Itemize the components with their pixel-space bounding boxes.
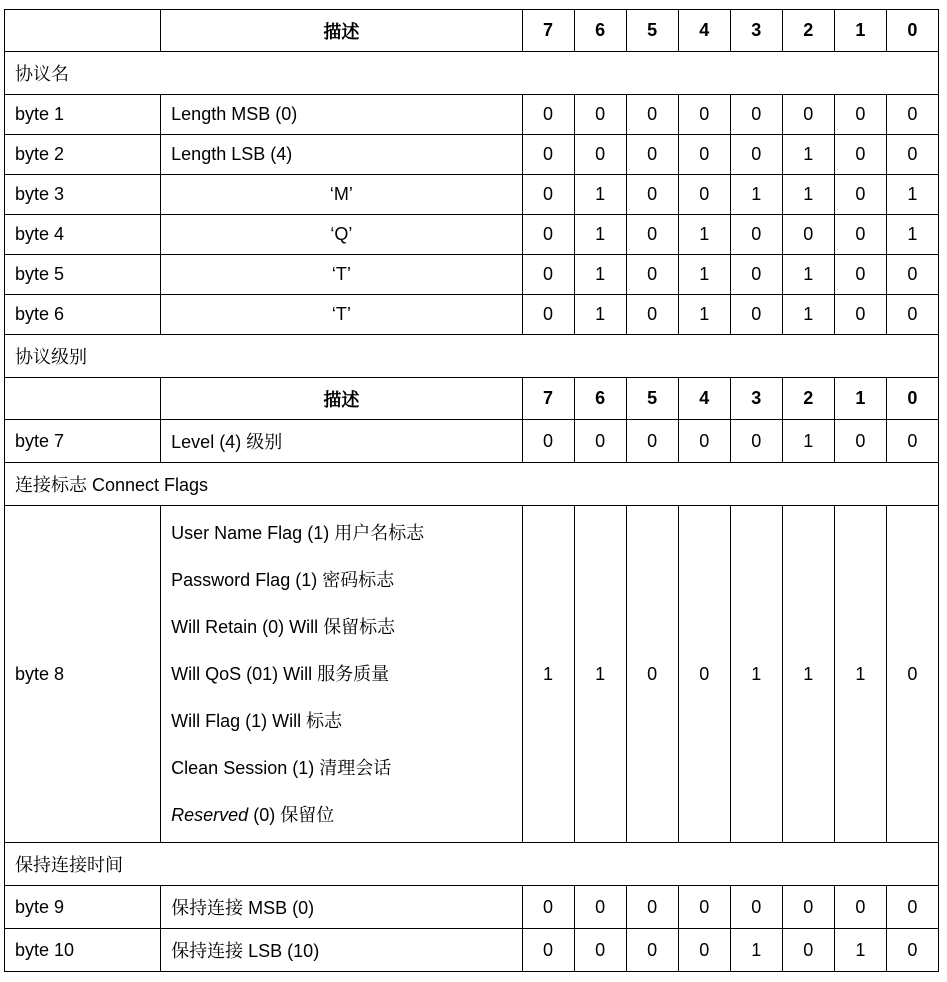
section-row-protocol-name xyxy=(5,52,939,95)
bit-cell: 1 xyxy=(782,255,834,295)
bit-cell: 0 xyxy=(678,506,730,843)
bit-cell: 1 xyxy=(574,255,626,295)
byte-desc: Length LSB (4) xyxy=(161,135,522,175)
byte-desc: ‘T’ xyxy=(161,255,522,295)
bit-cell: 0 xyxy=(834,175,886,215)
byte-label: byte 9 xyxy=(5,886,161,929)
bit-cell: 0 xyxy=(626,506,678,843)
bit-cell: 0 xyxy=(522,295,574,335)
bit-cell: 1 xyxy=(678,255,730,295)
header-bit-5: 5 xyxy=(626,378,678,420)
bit-cell: 0 xyxy=(626,255,678,295)
header-bit-0: 0 xyxy=(886,378,938,420)
byte-label: byte 10 xyxy=(5,929,161,972)
section-title-protocol-name: 协议名 xyxy=(5,52,939,95)
bit-cell: 1 xyxy=(678,215,730,255)
bit-cell: 1 xyxy=(574,295,626,335)
header-bit-3: 3 xyxy=(730,378,782,420)
bit-cell: 0 xyxy=(574,135,626,175)
flag-line-will-flag: Will Flag (1) Will 标志 xyxy=(171,710,343,731)
byte-desc: 保持连接 LSB (10) xyxy=(161,929,522,972)
byte-label: byte 7 xyxy=(5,420,161,463)
bit-cell: 1 xyxy=(782,295,834,335)
bit-cell: 1 xyxy=(782,135,834,175)
bit-cell: 0 xyxy=(678,135,730,175)
header-bit-2: 2 xyxy=(782,10,834,52)
bit-cell: 0 xyxy=(678,886,730,929)
section-row-connect-flags xyxy=(5,463,939,506)
bit-cell: 1 xyxy=(574,506,626,843)
table-row xyxy=(5,929,939,972)
bit-cell: 0 xyxy=(782,215,834,255)
byte-label: byte 6 xyxy=(5,295,161,335)
flag-line-password: Password Flag (1) 密码标志 xyxy=(171,569,395,590)
header-bit-4: 4 xyxy=(678,10,730,52)
header-bit-7: 7 xyxy=(522,378,574,420)
bit-cell: 1 xyxy=(886,215,938,255)
section-row-keep-alive xyxy=(5,843,939,886)
header-bit-5: 5 xyxy=(626,10,678,52)
bit-cell: 0 xyxy=(626,929,678,972)
header-bit-2: 2 xyxy=(782,378,834,420)
table-row xyxy=(5,420,939,463)
bit-cell: 0 xyxy=(886,929,938,972)
byte-label: byte 4 xyxy=(5,215,161,255)
reserved-word: Reserved xyxy=(171,804,249,825)
bit-cell: 0 xyxy=(574,420,626,463)
flag-line-will-qos: Will QoS (01) Will 服务质量 xyxy=(171,663,390,684)
bit-cell: 1 xyxy=(574,215,626,255)
header-bit-3: 3 xyxy=(730,10,782,52)
reserved-rest: (0) 保留位 xyxy=(248,804,335,825)
bit-cell: 0 xyxy=(886,295,938,335)
bit-cell: 1 xyxy=(522,506,574,843)
header-row xyxy=(5,378,939,420)
bit-cell: 1 xyxy=(782,420,834,463)
bit-cell: 0 xyxy=(626,420,678,463)
bit-cell: 1 xyxy=(730,929,782,972)
bit-cell: 0 xyxy=(522,255,574,295)
section-title-connect-flags: 连接标志 Connect Flags xyxy=(5,463,939,506)
byte-desc: Level (4) 级别 xyxy=(161,420,522,463)
flag-line-will-retain: Will Retain (0) Will 保留标志 xyxy=(171,616,396,637)
header-desc-cell: 描述 xyxy=(161,378,522,420)
bit-cell: 0 xyxy=(626,215,678,255)
table-row xyxy=(5,886,939,929)
bit-cell: 0 xyxy=(574,95,626,135)
header-bit-6: 6 xyxy=(574,378,626,420)
header-bit-0: 0 xyxy=(886,10,938,52)
bit-cell: 0 xyxy=(522,135,574,175)
bit-cell: 0 xyxy=(782,929,834,972)
bit-cell: 0 xyxy=(574,886,626,929)
header-bit-1: 1 xyxy=(834,378,886,420)
bit-cell: 0 xyxy=(626,295,678,335)
bit-cell: 0 xyxy=(678,95,730,135)
bit-cell: 0 xyxy=(574,929,626,972)
bit-cell: 0 xyxy=(730,95,782,135)
bit-cell: 0 xyxy=(886,506,938,843)
bit-cell: 0 xyxy=(886,886,938,929)
byte-label: byte 3 xyxy=(5,175,161,215)
bit-cell: 0 xyxy=(522,215,574,255)
table-row-connect-flags xyxy=(5,506,939,843)
bit-cell: 0 xyxy=(678,929,730,972)
bit-cell: 0 xyxy=(626,95,678,135)
table-row xyxy=(5,135,939,175)
bit-cell: 0 xyxy=(730,215,782,255)
bit-cell: 0 xyxy=(834,255,886,295)
bit-cell: 1 xyxy=(730,175,782,215)
bit-cell: 0 xyxy=(730,295,782,335)
bit-cell: 0 xyxy=(730,135,782,175)
mqtt-connect-variable-header-table xyxy=(4,9,939,972)
header-bit-7: 7 xyxy=(522,10,574,52)
header-byte-cell xyxy=(5,10,161,52)
byte-desc: ‘T’ xyxy=(161,295,522,335)
bit-cell: 0 xyxy=(886,420,938,463)
bit-cell: 0 xyxy=(886,135,938,175)
byte-label: byte 2 xyxy=(5,135,161,175)
bit-cell: 1 xyxy=(678,295,730,335)
bit-cell: 0 xyxy=(834,295,886,335)
bit-cell: 1 xyxy=(886,175,938,215)
bit-cell: 0 xyxy=(834,135,886,175)
header-bit-1: 1 xyxy=(834,10,886,52)
flag-line-user-name: User Name Flag (1) 用户名标志 xyxy=(171,522,425,543)
bit-cell: 0 xyxy=(834,886,886,929)
bit-cell: 0 xyxy=(730,255,782,295)
bit-cell: 0 xyxy=(522,886,574,929)
table-row xyxy=(5,215,939,255)
bit-cell: 1 xyxy=(782,506,834,843)
table-row xyxy=(5,175,939,215)
flag-line-reserved xyxy=(171,792,511,839)
flag-line-clean-session: Clean Session (1) 清理会话 xyxy=(171,757,392,778)
bit-cell: 0 xyxy=(678,420,730,463)
bit-cell: 0 xyxy=(522,929,574,972)
section-title-keep-alive: 保持连接时间 xyxy=(5,843,939,886)
bit-cell: 0 xyxy=(834,215,886,255)
bit-cell: 0 xyxy=(678,175,730,215)
bit-cell: 1 xyxy=(574,175,626,215)
header-row xyxy=(5,10,939,52)
bit-cell: 0 xyxy=(834,420,886,463)
byte-desc: ‘M’ xyxy=(161,175,522,215)
table-row xyxy=(5,95,939,135)
bit-cell: 0 xyxy=(522,175,574,215)
bit-cell: 0 xyxy=(626,135,678,175)
bit-cell: 0 xyxy=(886,95,938,135)
bit-cell: 0 xyxy=(834,95,886,135)
byte-label: byte 1 xyxy=(5,95,161,135)
byte-label: byte 8 xyxy=(5,506,161,843)
bit-cell: 0 xyxy=(626,886,678,929)
header-byte-cell xyxy=(5,378,161,420)
section-title-protocol-level: 协议级别 xyxy=(5,335,939,378)
bit-cell: 1 xyxy=(782,175,834,215)
byte-desc: ‘Q’ xyxy=(161,215,522,255)
bit-cell: 1 xyxy=(834,506,886,843)
bit-cell: 1 xyxy=(730,506,782,843)
bit-cell: 0 xyxy=(522,420,574,463)
header-desc-cell: 描述 xyxy=(161,10,522,52)
flags-desc-cell xyxy=(161,506,522,843)
bit-cell: 0 xyxy=(730,420,782,463)
byte-desc: 保持连接 MSB (0) xyxy=(161,886,522,929)
bit-cell: 0 xyxy=(782,886,834,929)
table-row xyxy=(5,255,939,295)
bit-cell: 0 xyxy=(626,175,678,215)
bit-cell: 0 xyxy=(522,95,574,135)
header-bit-4: 4 xyxy=(678,378,730,420)
header-bit-6: 6 xyxy=(574,10,626,52)
byte-label: byte 5 xyxy=(5,255,161,295)
table-row xyxy=(5,295,939,335)
bit-cell: 1 xyxy=(834,929,886,972)
section-row-protocol-level xyxy=(5,335,939,378)
bit-cell: 0 xyxy=(782,95,834,135)
bit-cell: 0 xyxy=(730,886,782,929)
bit-cell: 0 xyxy=(886,255,938,295)
byte-desc: Length MSB (0) xyxy=(161,95,522,135)
